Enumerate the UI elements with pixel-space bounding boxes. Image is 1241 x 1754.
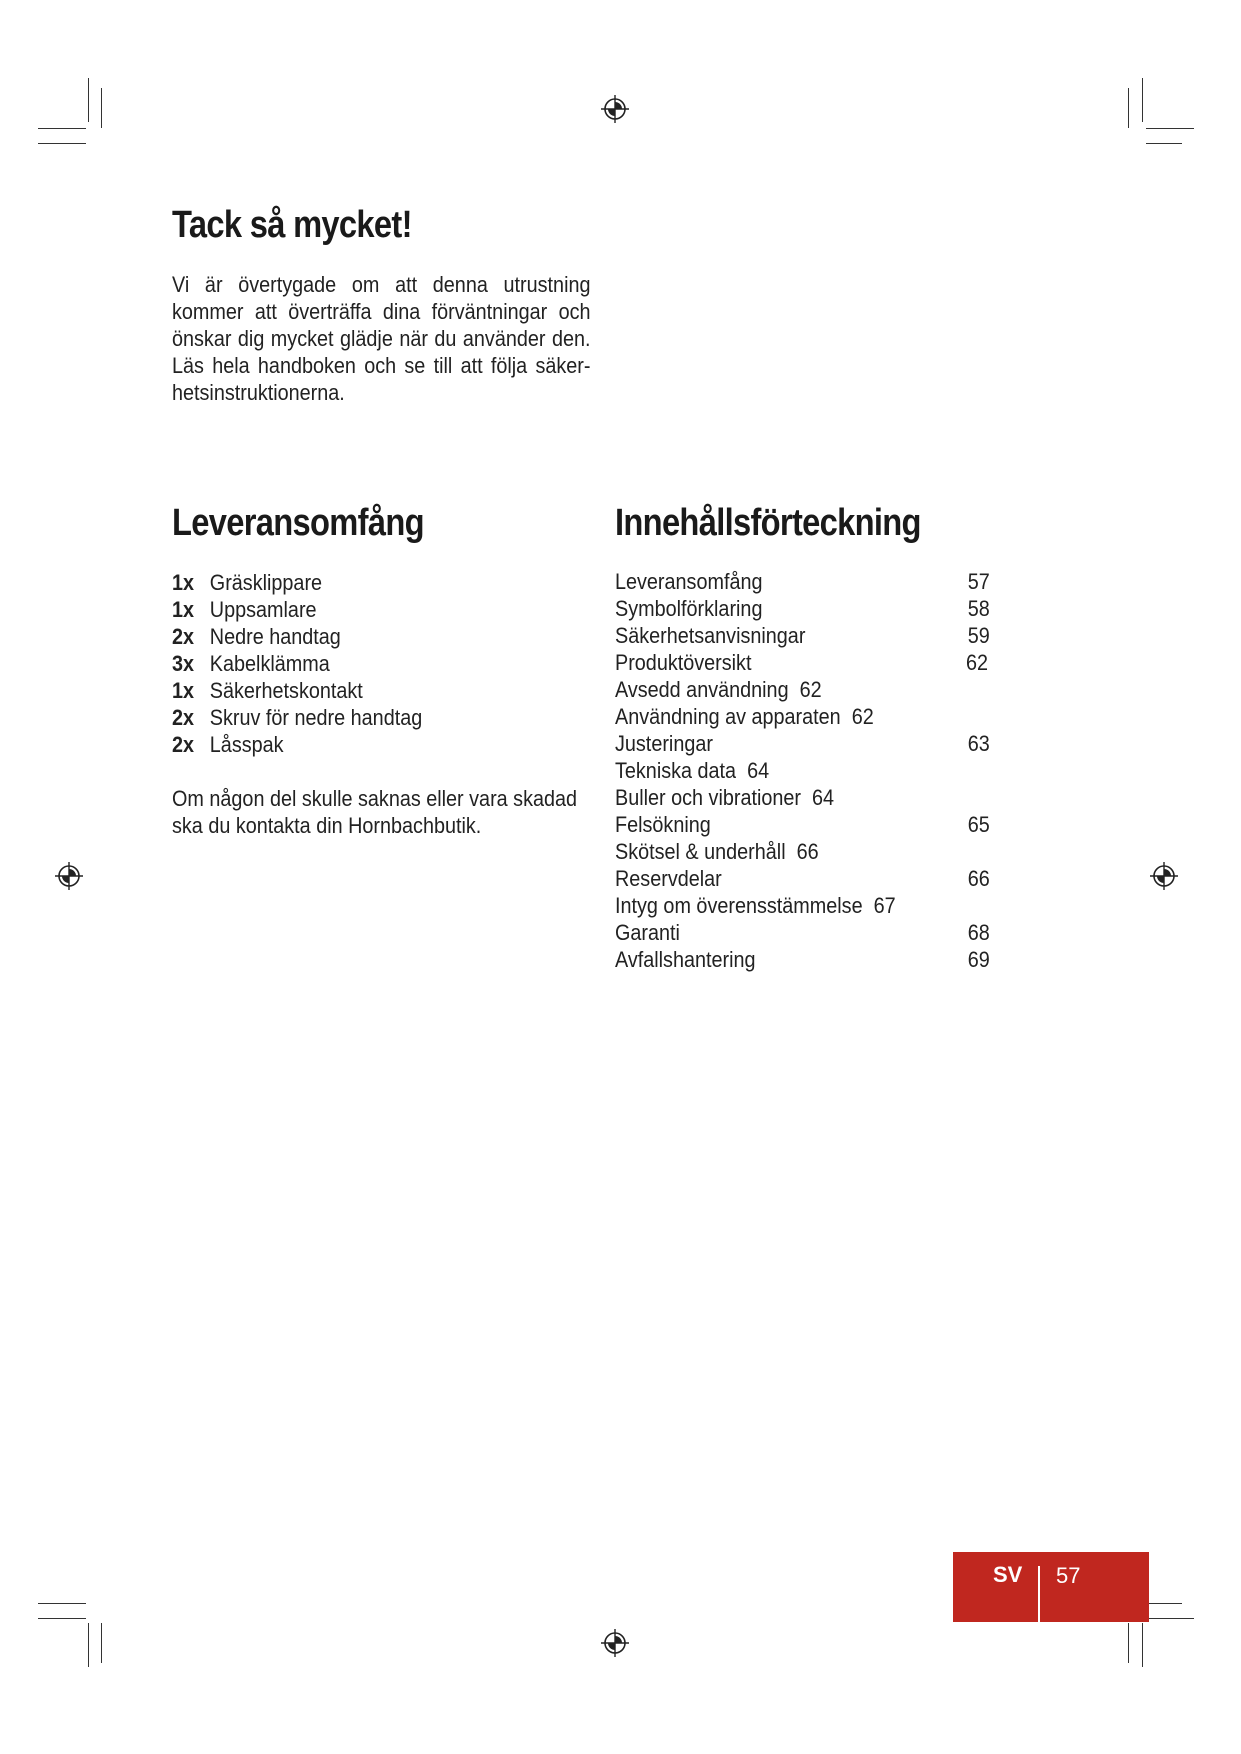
item-quantity: 2x [172, 624, 195, 649]
toc-entry[interactable] [615, 622, 1016, 649]
item-name: Gräsklippare [209, 570, 323, 595]
toc-list [615, 568, 1016, 973]
item-name: Låsspak [209, 732, 284, 757]
item-name: Säkerhetskontakt [209, 678, 363, 703]
toc-entry[interactable] [615, 865, 1016, 892]
delivery-heading: Leveransomfång [172, 502, 424, 544]
item-quantity: 1x [172, 597, 195, 622]
toc-label: Avfallshantering [615, 947, 756, 972]
page-title: Tack så mycket! [172, 204, 412, 246]
registration-mark-icon [600, 94, 630, 124]
toc-label: Användning av apparaten [615, 704, 841, 729]
registration-mark-icon [54, 861, 84, 891]
list-item [172, 704, 604, 731]
list-item [172, 650, 604, 677]
list-item [172, 677, 604, 704]
toc-label: Intyg om överensstämmelse [615, 893, 863, 918]
toc-label: Leveransomfång [615, 569, 763, 594]
toc-page-number: 68 [967, 920, 990, 945]
toc-entry[interactable] [615, 730, 1016, 757]
intro-line: önskar dig mycket glädje när du använder den. [172, 326, 591, 351]
list-item [172, 569, 604, 596]
toc-page-number: 66 [967, 866, 990, 891]
intro-line: kommer att överträffa dina förväntningar och [172, 299, 591, 324]
toc-page-number: 64 [812, 785, 835, 810]
note-line: Om någon del skulle saknas eller vara skadad [172, 786, 578, 811]
item-name: Skruv för nedre handtag [209, 705, 423, 730]
toc-label: Justeringar [615, 731, 713, 756]
toc-label: Säkerhetsanvisningar [615, 623, 806, 648]
toc-page-number: 62 [799, 677, 822, 702]
toc-entry[interactable] [615, 811, 1016, 838]
intro-line: Läs hela handboken och se till att följa säker- [172, 353, 591, 378]
registration-mark-icon [1149, 861, 1179, 891]
item-quantity: 2x [172, 732, 195, 757]
footer-divider [1038, 1566, 1040, 1622]
item-quantity: 1x [172, 678, 195, 703]
item-name: Uppsamlare [209, 597, 317, 622]
intro-paragraph [172, 271, 591, 406]
toc-entry[interactable] [615, 568, 1016, 595]
toc-page-number: 58 [967, 596, 990, 621]
toc-label: Garanti [615, 920, 680, 945]
toc-label: Reservdelar [615, 866, 722, 891]
toc-entry[interactable] [615, 757, 1016, 784]
list-item [172, 731, 604, 758]
item-quantity: 2x [172, 705, 195, 730]
list-item [172, 596, 604, 623]
toc-page-number: 67 [873, 893, 896, 918]
toc-entry[interactable] [615, 919, 1016, 946]
toc-page-number: 62 [851, 704, 874, 729]
intro-line: Vi är övertygade om att denna utrustning [172, 272, 591, 297]
delivery-note [172, 785, 622, 839]
toc-page-number: 65 [967, 812, 990, 837]
registration-mark-icon [600, 1628, 630, 1658]
delivery-list [172, 569, 604, 758]
toc-entry[interactable] [615, 838, 1016, 865]
toc-entry[interactable] [615, 649, 1016, 676]
item-quantity: 3x [172, 651, 195, 676]
toc-label: Felsökning [615, 812, 711, 837]
page-number: 57 [1056, 1563, 1081, 1588]
toc-entry[interactable] [615, 946, 1016, 973]
toc-page-number: 66 [796, 839, 819, 864]
item-name: Kabelklämma [209, 651, 330, 676]
toc-page-number: 69 [967, 947, 990, 972]
toc-entry[interactable] [615, 892, 1016, 919]
list-item [172, 623, 604, 650]
toc-page-number: 59 [967, 623, 990, 648]
toc-label: Buller och vibrationer [615, 785, 802, 810]
note-line: ska du kontakta din Hornbachbutik. [172, 813, 482, 838]
toc-page-number: 57 [967, 569, 990, 594]
toc-entry[interactable] [615, 595, 1016, 622]
toc-page-number: 64 [747, 758, 770, 783]
item-quantity: 1x [172, 570, 195, 595]
intro-line: hetsinstruktionerna. [172, 380, 345, 405]
toc-label: Tekniska data [615, 758, 737, 783]
toc-heading: Innehållsförteckning [615, 502, 921, 544]
toc-label: Skötsel & underhåll [615, 839, 786, 864]
toc-entry[interactable] [615, 676, 1016, 703]
language-code: SV [993, 1562, 1023, 1587]
toc-label: Produktöversikt [615, 650, 752, 675]
toc-page-number: 62 [966, 650, 989, 675]
item-name: Nedre handtag [209, 624, 341, 649]
page-footer-tab [953, 1552, 1149, 1622]
toc-label: Avsedd användning [615, 677, 789, 702]
toc-entry[interactable] [615, 703, 1016, 730]
toc-label: Symbolförklaring [615, 596, 763, 621]
toc-entry[interactable] [615, 784, 1016, 811]
toc-page-number: 63 [967, 731, 990, 756]
